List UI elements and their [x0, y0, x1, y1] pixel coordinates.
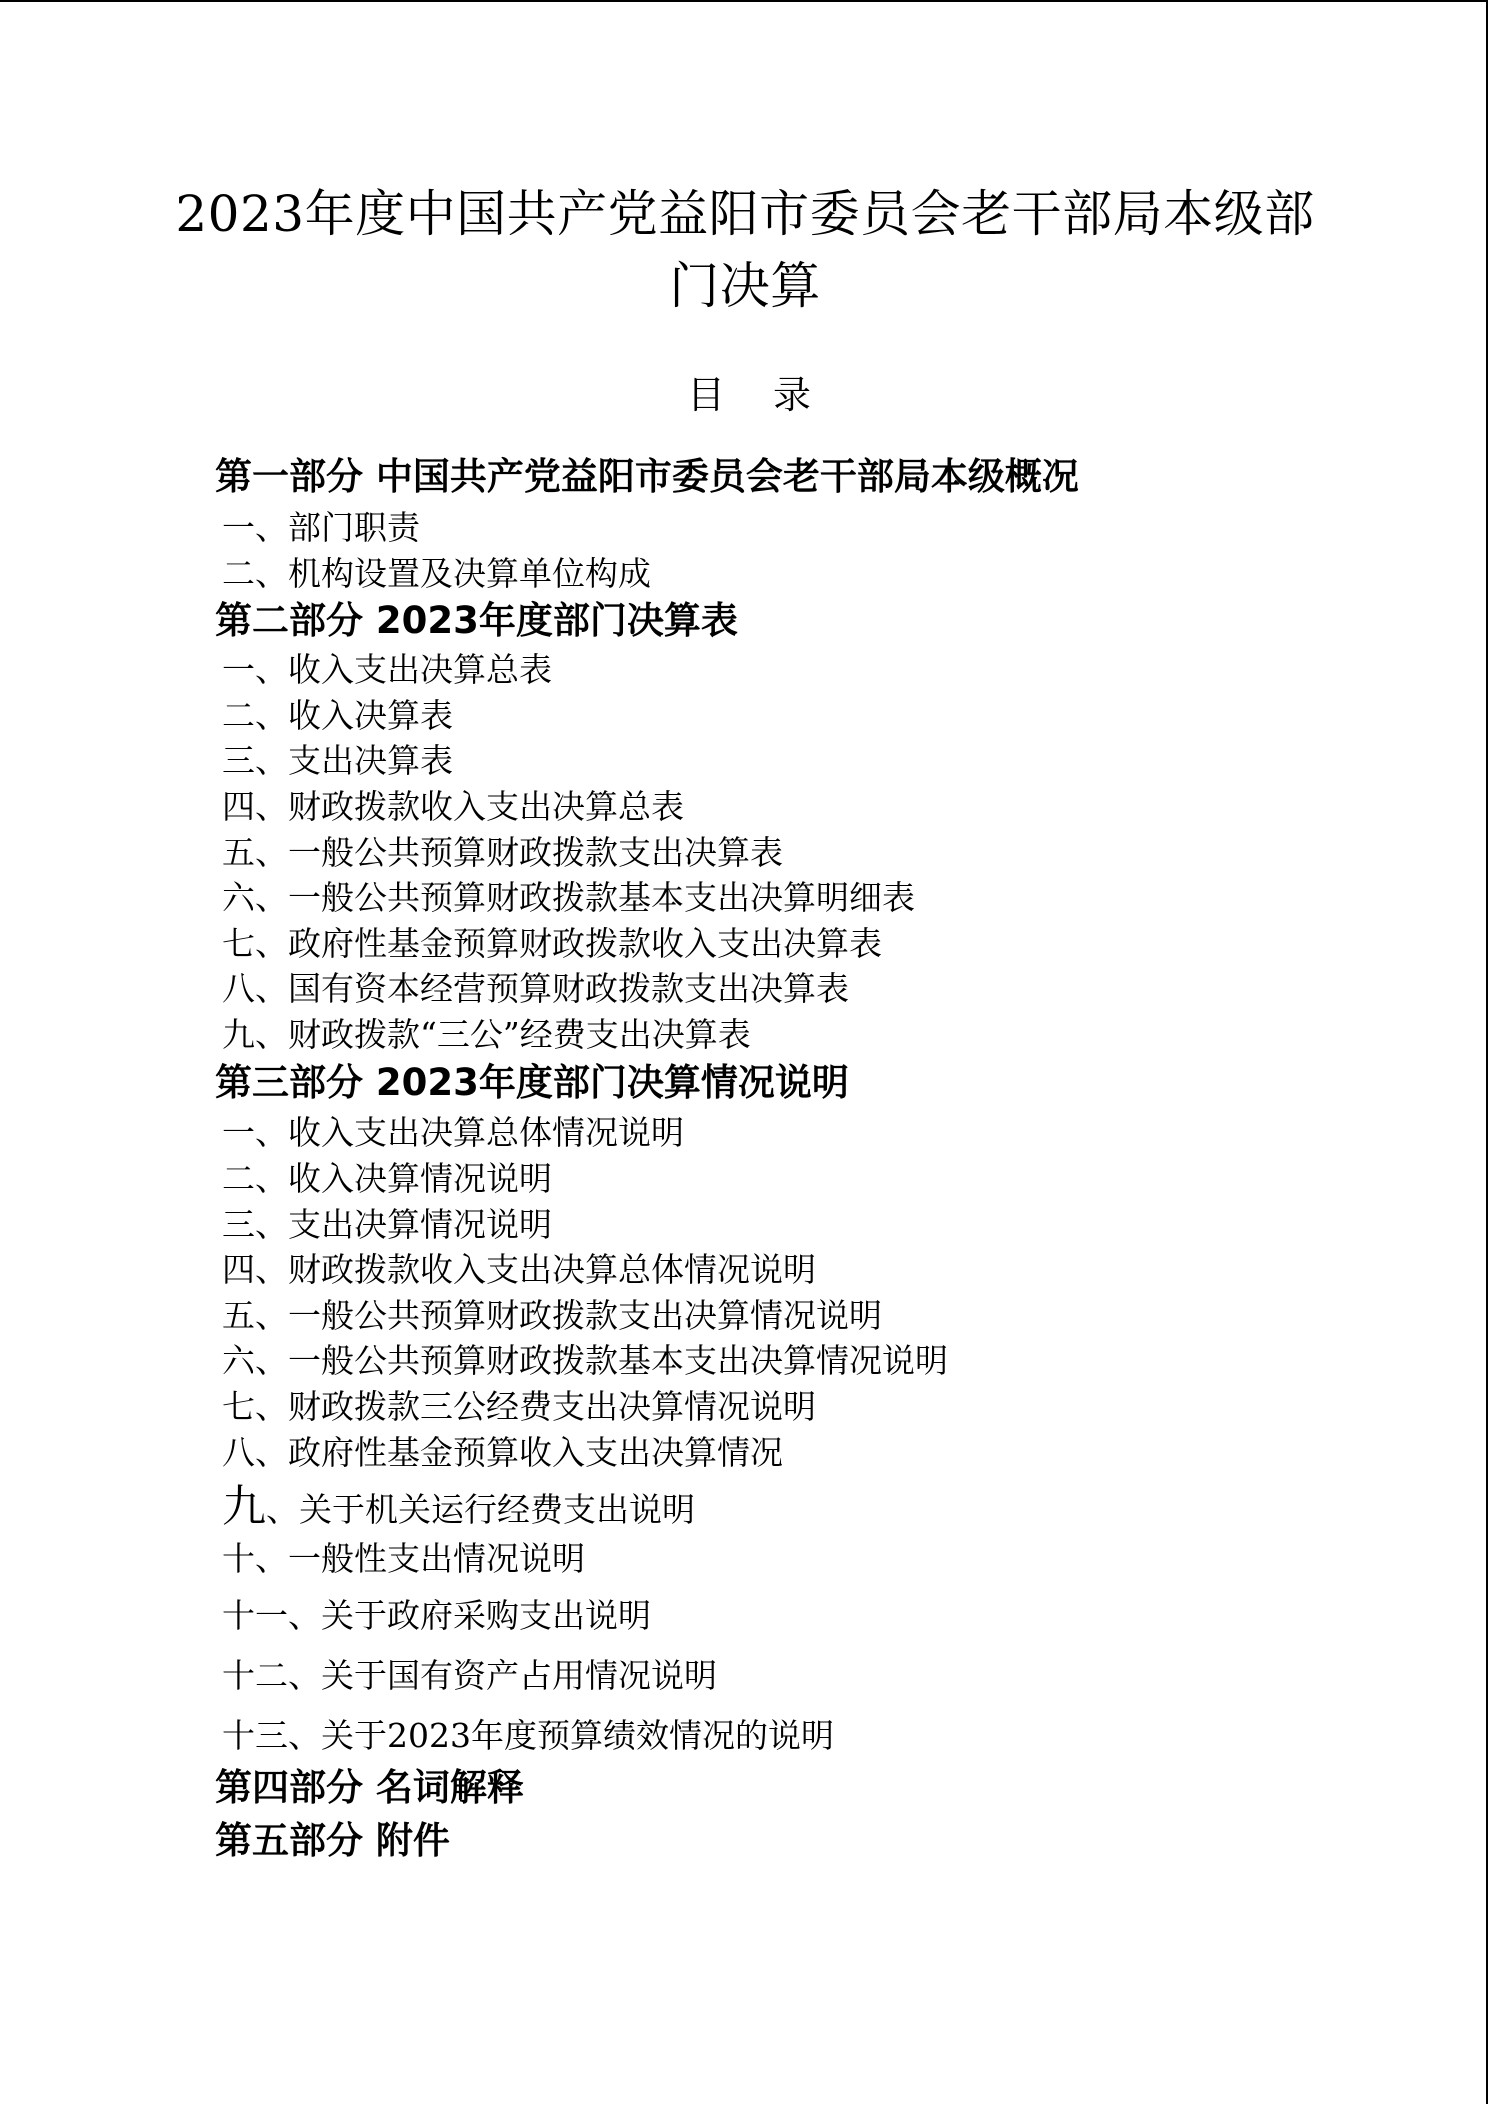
toc-item: 八、国有资本经营预算财政拨款支出决算表	[222, 969, 849, 1008]
toc-item: 八、政府性基金预算收入支出决算情况	[222, 1433, 783, 1472]
toc-item: 六、一般公共预算财政拨款基本支出决算情况说明	[222, 1341, 948, 1380]
toc-item: 十二、关于国有资产占用情况说明	[222, 1656, 717, 1695]
toc-item: 六、一般公共预算财政拨款基本支出决算明细表	[222, 878, 915, 917]
toc-part-3: 第三部分 2023年度部门决算情况说明	[215, 1061, 849, 1104]
toc-item: 一、收入支出决算总体情况说明	[222, 1113, 684, 1152]
toc-part-5: 第五部分 附件	[215, 1819, 450, 1862]
toc-item: 二、机构设置及决算单位构成	[222, 554, 651, 593]
toc-item: 九、财政拨款“三公”经费支出决算表	[222, 1015, 751, 1054]
toc-item: 一、收入支出决算总表	[222, 650, 552, 689]
toc-part-4: 第四部分 名词解释	[215, 1766, 524, 1809]
toc-item: 十、一般性支出情况说明	[222, 1539, 585, 1578]
document-title	[120, 178, 1370, 322]
toc-item: 二、收入决算表	[222, 696, 453, 735]
page-border-top	[0, 0, 1488, 2]
toc-heading: 目 录	[686, 373, 830, 417]
toc-item: 七、财政拨款三公经费支出决算情况说明	[222, 1387, 816, 1426]
toc-item: 二、收入决算情况说明	[222, 1159, 552, 1198]
toc-item: 四、财政拨款收入支出决算总体情况说明	[222, 1250, 816, 1289]
document-title-line-1: 2023年度中国共产党益阳市委员会老干部局本级部	[175, 185, 1315, 243]
toc-item: 三、支出决算表	[222, 741, 453, 780]
toc-item: 五、一般公共预算财政拨款支出决算表	[222, 833, 783, 872]
toc-item	[222, 1481, 695, 1533]
toc-item: 三、支出决算情况说明	[222, 1205, 552, 1244]
toc-item: 十三、关于2023年度预算绩效情况的说明	[222, 1716, 834, 1755]
toc-item-number: 九	[222, 1481, 266, 1532]
toc-item: 一、部门职责	[222, 508, 420, 547]
toc-item: 四、财政拨款收入支出决算总表	[222, 787, 684, 826]
toc-item: 七、政府性基金预算财政拨款收入支出决算表	[222, 924, 882, 963]
toc-item-text: 、关于机关运行经费支出说明	[266, 1490, 695, 1529]
toc-item: 五、一般公共预算财政拨款支出决算情况说明	[222, 1296, 882, 1335]
document-title-line-2: 门决算	[669, 257, 821, 315]
toc-part-1: 第一部分 中国共产党益阳市委员会老干部局本级概况	[215, 455, 1079, 498]
toc-part-2: 第二部分 2023年度部门决算表	[215, 599, 738, 642]
toc-item: 十一、关于政府采购支出说明	[222, 1596, 651, 1635]
